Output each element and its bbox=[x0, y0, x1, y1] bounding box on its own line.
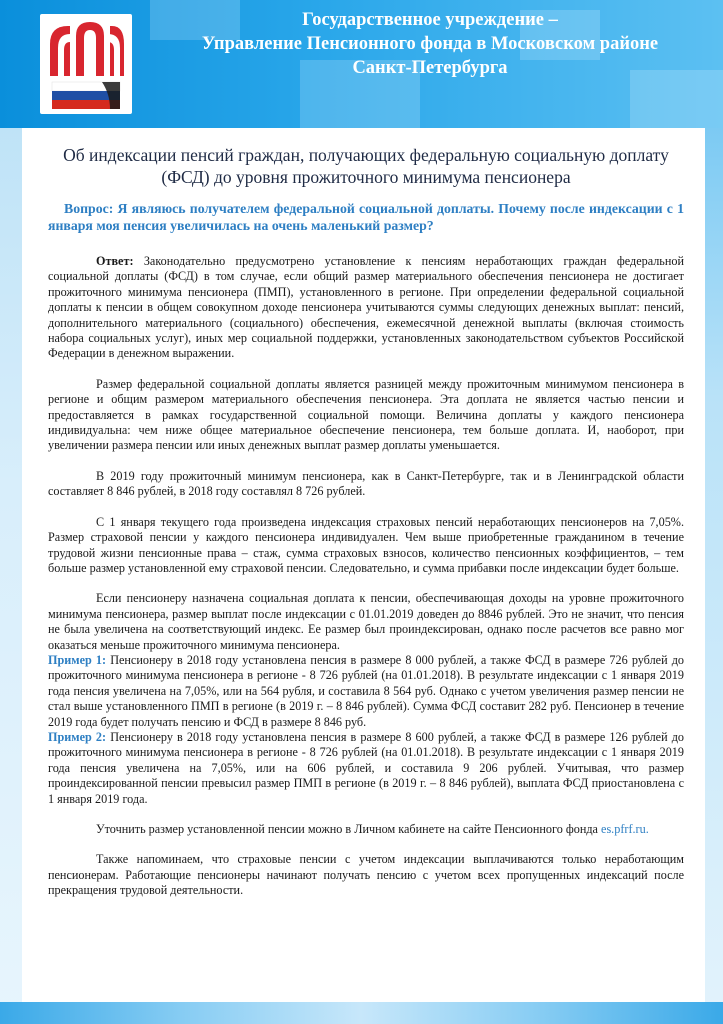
paragraph-fsd-size: Размер федеральной социальной доплаты является разницей между прожиточным минимумом пенсионера в регионе и общим размером материального обеспечения пенсионера. Эта доплата не является частью пенсии и предоставляется в рамках государственной социальной помощи. Величина доплаты у каждого пенсионера индивидуальна: чем ниже общее материальное обеспечение пенсионера, тем больше доплата. И, наоборот, при увеличении размера пенсии или иных денежных выплат размер доплаты уменьшается. bbox=[48, 376, 684, 453]
paragraph-reminder: Также напоминаем, что страховые пенсии с учетом индексации выплачиваются только неработающим пенсионерам. Работающие пенсионеры начинают получать пенсию с учетом всех пропущенных индексаций после прекращения трудовой деятельности. bbox=[48, 852, 684, 898]
example-1-text: Пенсионеру в 2018 году установлена пенсия в размере 8 000 рублей, а также ФСД в размере 726 рублей до прожиточного минимума пенсионера в регионе - 8 726 рублей (на 01.01.2018). В результате индексации с 1 января 2019 года пенсия увеличена на 7,05%, или на 564 рубля, и составила 8 564 руб. Однако с учетом увеличения размер пенсии не стал выше установленного ПМП в регионе (в 2019 г. – 8 846 рублей). Сумма ФСД составит 282 руб. Пенсионер в течение 2019 года будет получать пенсию и ФСД в размере 8 846 руб. bbox=[48, 652, 685, 729]
example-1-label: Пример 1: bbox=[48, 652, 107, 667]
answer-paragraph bbox=[48, 254, 684, 362]
paragraph-indexation: С 1 января текущего года произведена индексация страховых пенсий неработающих пенсионеров на 7,05%. Размер страховой пенсии у каждого пенсионера индивидуален. Чем выше приобретенные гражданином в течение трудовой жизни пенсионные права – стаж, сумма страховых взносов, количество пенсионных коэффициентов, – тем больше размер установленной ему страховой пенсии. Следовательно, и сумма прибавки после индексации будет больше. bbox=[48, 514, 684, 575]
org-line-2: Управление Пенсионного фонда в Московском районе bbox=[201, 34, 659, 54]
right-decor-strip bbox=[705, 128, 723, 1024]
question-text: Вопрос: Я являюсь получателем федеральной социальной доплаты. Почему после индексации с 1 января моя пенсия увеличилась на очень маленький размер? bbox=[48, 201, 684, 233]
example-2-label: Пример 2: bbox=[48, 729, 107, 744]
paragraph-personal-account bbox=[48, 822, 684, 837]
example-2-text: Пенсионеру в 2018 году установлена пенсия в размере 8 600 рублей, а также ФСД в размере 126 рублей до прожиточного минимума пенсионера в регионе - 8 726 рублей (на 01.01.2018). В результате индексации с 1 января 2019 года пенсия увеличена на 7,05%, или на 606 рублей, и составила 9 206 рублей. Учитывая, что размер проиндексированной пенсии превысил размер ПМП в регионе (в 2019 г. – 8 846 рублей), выплата ФСД приостановлена с 1 января 2019 года. bbox=[48, 729, 685, 806]
personal-account-text: Уточнить размер установленной пенсии можно в Личном кабинете на сайте Пенсионного фонда bbox=[96, 822, 598, 836]
organization-title bbox=[150, 8, 710, 80]
pfr-logo-icon bbox=[40, 14, 132, 114]
org-line-1: Государственное учреждение – bbox=[302, 10, 558, 30]
pfr-site-link[interactable]: es.pfrf.ru. bbox=[601, 822, 649, 836]
pfr-logo bbox=[40, 14, 132, 114]
document-body bbox=[48, 130, 684, 899]
document-title: Об индексации пенсий граждан, получающих федеральную социальную доплату (ФСД) до уровня прожиточного минимума пенсионера bbox=[63, 145, 669, 187]
org-line-3: Санкт-Петербурга bbox=[352, 58, 508, 78]
example-1 bbox=[48, 653, 684, 730]
bottom-decor-strip bbox=[0, 1002, 723, 1024]
paragraph-subsistence-minimum: В 2019 году прожиточный минимум пенсионера, как в Санкт-Петербурге, так и в Ленинградской области составляет 8 846 рублей, в 2018 году составлял 8 726 рублей. bbox=[48, 468, 684, 499]
left-decor-strip bbox=[0, 128, 22, 1024]
answer-label: Ответ: bbox=[96, 254, 134, 268]
answer-text: Законодательно предусмотрено установление к пенсиям неработающих граждан федеральной социальной доплаты (ФСД) в том случае, если общий размер материального обеспечения пенсионера не достигает прожиточного минимума пенсионера (ПМП), установленного в регионе. При определении федеральной социальной доплаты к пенсии в общем совокупном доходе пенсионера учитываются суммы следующих денежных выплат: пенсий, дополнительного материального (социального) обеспечения, ежемесячной денежной выплаты (включая стоимость набора социальных услуг), иных мер социальной поддержки, установленных законодательством субъектов Российской Федерации в денежном выражении. bbox=[48, 254, 685, 361]
paragraph-social-supplement: Если пенсионеру назначена социальная доплата к пенсии, обеспечивающая доходы на уровне прожиточного минимума пенсионера, размер выплат после индексации с 01.01.2019 доведен до 8846 рублей. Это не значит, что пенсия не была увеличена на соответствующий индекс. Ее размер был проиндексирован, однако после расчетов все равно мог оказаться меньше прожиточного минимума пенсионера. bbox=[48, 591, 684, 652]
example-2 bbox=[48, 730, 684, 807]
